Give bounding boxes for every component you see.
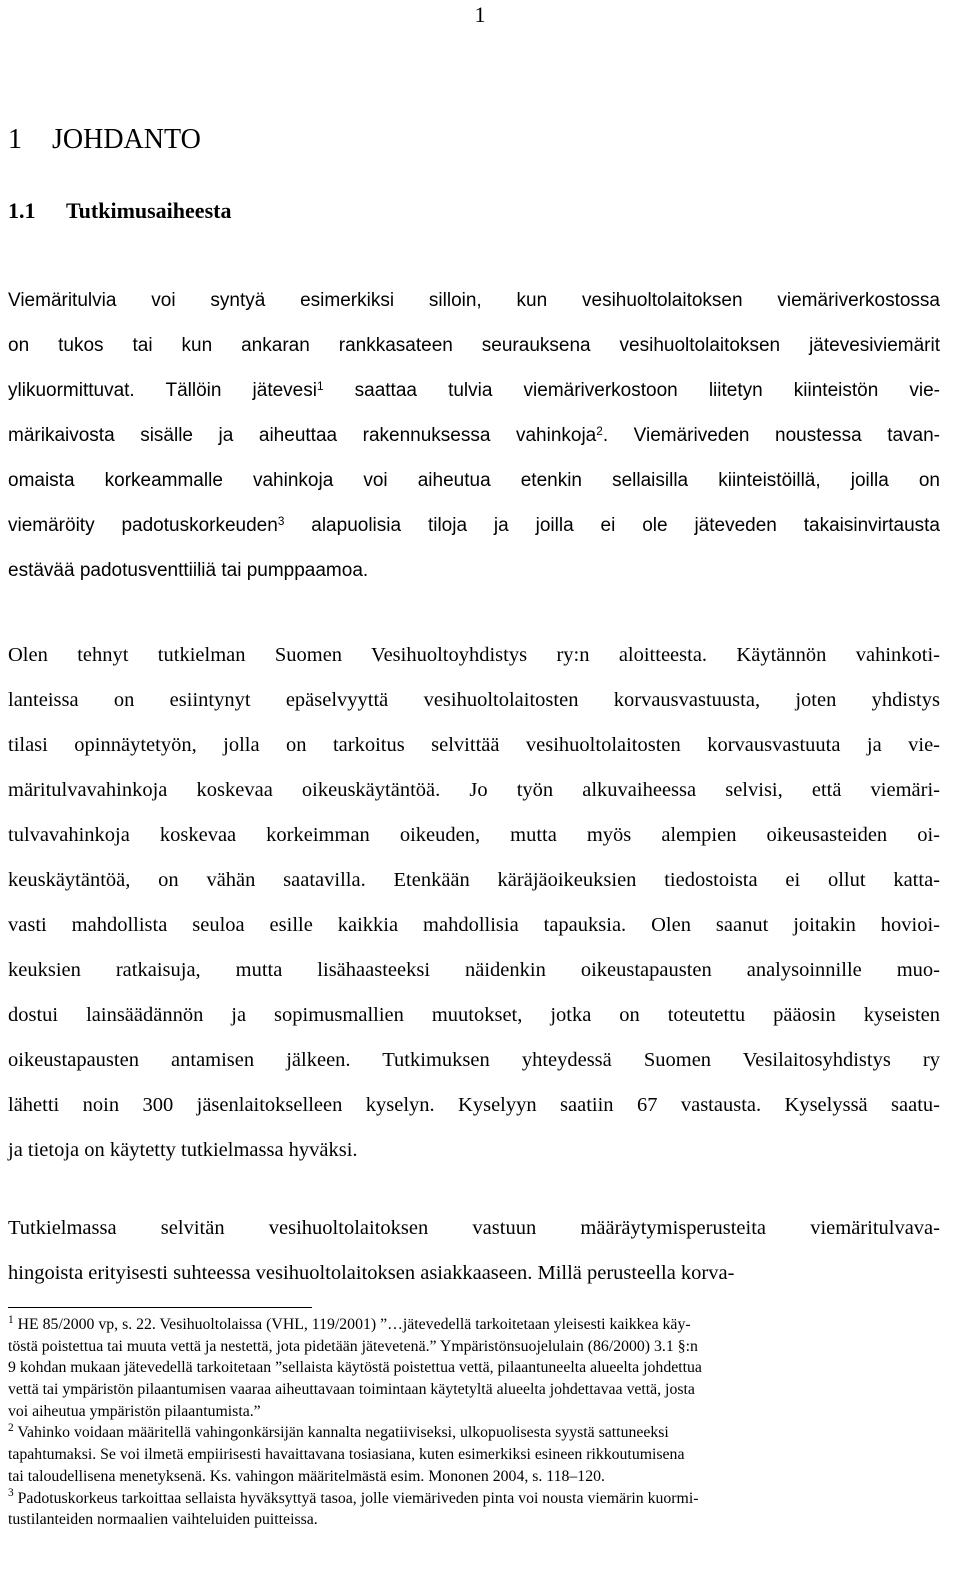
line-text: tustilanteiden normaalien vaihteluiden puitteissa. [8, 1511, 318, 1529]
footnote-line [8, 1466, 940, 1488]
line-text: lähetti noin 300 jäsenlaitokselleen kyselyn. Kyselyyn saatiin 67 vastausta. Kyselyssä saatu- [8, 1094, 940, 1116]
line-text: on tukos tai kun ankaran rankkasateen seurauksena vesihuoltolaitoksen jätevesiviemärit [8, 335, 940, 356]
line-text: HE 85/2000 vp, s. 22. Vesihuoltolaissa (VHL, 119/2001) ”…jätevedellä tarkoitetaan yleisesti kaikkea käy- [13, 1316, 691, 1333]
footnote-line [8, 1509, 940, 1531]
line-text: Tutkielmassa selvitän vesihuoltolaitoksen vastuun määräytymisperusteita viemäritulvava- [8, 1217, 940, 1239]
chapter-title: JOHDANTO [52, 124, 201, 155]
line-text: vasti mahdollista seuloa esille kaikkia mahdollisia tapauksia. Olen saanut joitakin hovioi- [8, 914, 940, 936]
line-text: keuskäytäntöä, on vähän saatavilla. Etenkään käräjäoikeuksien tiedostoista ei ollut katta- [8, 869, 940, 891]
footnote-line [8, 1444, 940, 1466]
text-line [8, 278, 940, 323]
text-line [8, 723, 940, 768]
text-line [8, 768, 940, 813]
line-text-continued: saattaa tulvia viemäriverkostoon liitetyn kiinteistön vie- [323, 380, 941, 401]
line-text: hingoista erityisesti suhteessa vesihuoltolaitoksen asiakkaaseen. Millä perusteella korva- [8, 1262, 735, 1284]
text-line [8, 993, 940, 1038]
line-text: Olen tehnyt tutkielman Suomen Vesihuoltoyhdistys ry:n aloitteesta. [8, 644, 708, 666]
line-text: viemäröity padotuskorkeuden [8, 515, 278, 536]
line-text: keuksien ratkaisuja, mutta lisähaasteeksi näidenkin oikeustapausten analysoinnille muo- [8, 959, 940, 981]
text-line [8, 813, 940, 858]
text-line [8, 1251, 940, 1296]
line-text-continued: Käytännön vahinkoti- [707, 644, 940, 666]
line-text: lanteissa on esiintynyt epäselvyyttä vesihuoltolaitosten korvausvastuusta, joten yhdistys [8, 689, 940, 711]
paragraph-scope [8, 1206, 940, 1296]
line-text: omaista korkeammalle vahinkoja voi aiheutua etenkin sellaisilla kiinteistöillä, joilla on [8, 470, 940, 491]
paragraph-intro [8, 278, 940, 593]
paragraph-background [8, 633, 940, 1173]
footnote-marker: 3 [8, 1487, 14, 1500]
line-text: Padotuskorkeus tarkoittaa sellaista hyväksyttyä tasoa, jolle viemäriveden pinta voi nousta viemärin kuormi- [13, 1489, 699, 1507]
text-line [8, 633, 940, 678]
line-text: tai taloudellisena menetyksenä. Ks. vahingon määritelmästä esim. Mononen 2004, s. 118–120. [8, 1467, 605, 1485]
footnote-line [8, 1379, 940, 1401]
text-line [8, 413, 940, 458]
line-text: oikeustapausten antamisen jälkeen. Tutkimuksen yhteydessä Suomen Vesilaitosyhdistys ry [8, 1049, 940, 1071]
footnote-separator [8, 1307, 312, 1308]
text-line [8, 1206, 940, 1251]
line-text: voi aiheutua ympäristön pilaantumista.” [8, 1402, 261, 1420]
chapter-heading [8, 124, 201, 156]
line-text: töstä poistettua tai muuta vettä ja nestettä, jota pidetään jätevetenä.” Ympäristönsuojelulain (86/2000) 3.1 §:n [8, 1337, 698, 1355]
text-line [8, 858, 940, 903]
line-text-continued: . Viemäriveden noustessa tavan- [602, 425, 941, 446]
line-text: tapahtumaksi. Se voi ilmetä empiirisesti havaittavana tosiasiana, kuten esimerkiksi esineen rikkoutumisena [8, 1446, 685, 1464]
line-text: Vahinko voidaan määritellä vahingonkärsijän kannalta negatiiviseksi, ulkopuolisesta syystä sattuneeksi [13, 1424, 669, 1442]
text-line [8, 1038, 940, 1083]
footnote-reference: 1 [316, 379, 324, 393]
footnotes [8, 1314, 940, 1531]
text-line [8, 503, 940, 548]
section-title: Tutkimusaiheesta [66, 198, 232, 223]
section-number: 1.1 [8, 198, 36, 223]
line-text: ja tietoja on käytetty tutkielmassa hyväksi. [8, 1139, 358, 1161]
footnote-line [8, 1422, 940, 1444]
footnote-line [8, 1488, 940, 1510]
footnote-line [8, 1336, 940, 1358]
footnote-reference: 2 [596, 424, 603, 438]
line-text: ylikuormittuvat. Tällöin jätevesi [8, 380, 317, 401]
footnote-line [8, 1314, 940, 1336]
line-text: Viemäritulvia voi syntyä esimerkiksi silloin, kun vesihuoltolaitoksen viemäriverkostossa [8, 290, 940, 311]
line-text: dostui lainsäädännön ja sopimusmallien muutokset, jotka on toteutettu pääosin kyseisten [8, 1004, 940, 1026]
footnote-line [8, 1357, 940, 1379]
text-line [8, 948, 940, 993]
text-line [8, 1083, 940, 1128]
line-text-continued: alapuolisia tiloja ja joilla ei ole jäteveden takaisinvirtausta [284, 515, 940, 536]
footnote-marker: 1 [8, 1313, 14, 1326]
text-line [8, 903, 940, 948]
text-line [8, 678, 940, 723]
line-text: tilasi opinnäytetyön, jolla on tarkoitus selvittää vesihuoltolaitosten korvausvastuuta ja vie- [8, 734, 940, 756]
line-text: 9 kohdan mukaan jätevedellä tarkoitetaan ”sellaista käytöstä poistettua vettä, pilaantuneelta alueelta johdettua [8, 1359, 702, 1377]
line-text: estävää padotusventtiiliä tai pumppaamoa. [8, 560, 369, 581]
text-line [8, 323, 940, 368]
footnote-marker: 2 [8, 1422, 14, 1435]
line-text: vettä tai ympäristön pilaantumisen vaaraa aiheuttavaan toimintaan käytetyltä alueelta johdettavaa vettä, josta [8, 1381, 695, 1399]
text-line [8, 368, 940, 413]
line-text: märitulvavahinkoja koskevaa oikeuskäytäntöä. Jo työn alkuvaiheessa selvisi, että viemäri- [8, 779, 940, 801]
footnote-line [8, 1401, 940, 1423]
page-number: 1 [474, 2, 486, 27]
chapter-number: 1 [8, 124, 22, 155]
line-text: tulvavahinkoja koskevaa korkeimman oikeuden, mutta myös alempien oikeusasteiden oi- [8, 824, 940, 846]
text-line [8, 1128, 940, 1173]
text-line [8, 548, 940, 593]
section-heading [8, 198, 231, 224]
text-line [8, 458, 940, 503]
footnote-reference: 3 [277, 514, 285, 528]
line-text: märikaivosta sisälle ja aiheuttaa rakennuksessa vahinkoja [8, 425, 597, 446]
